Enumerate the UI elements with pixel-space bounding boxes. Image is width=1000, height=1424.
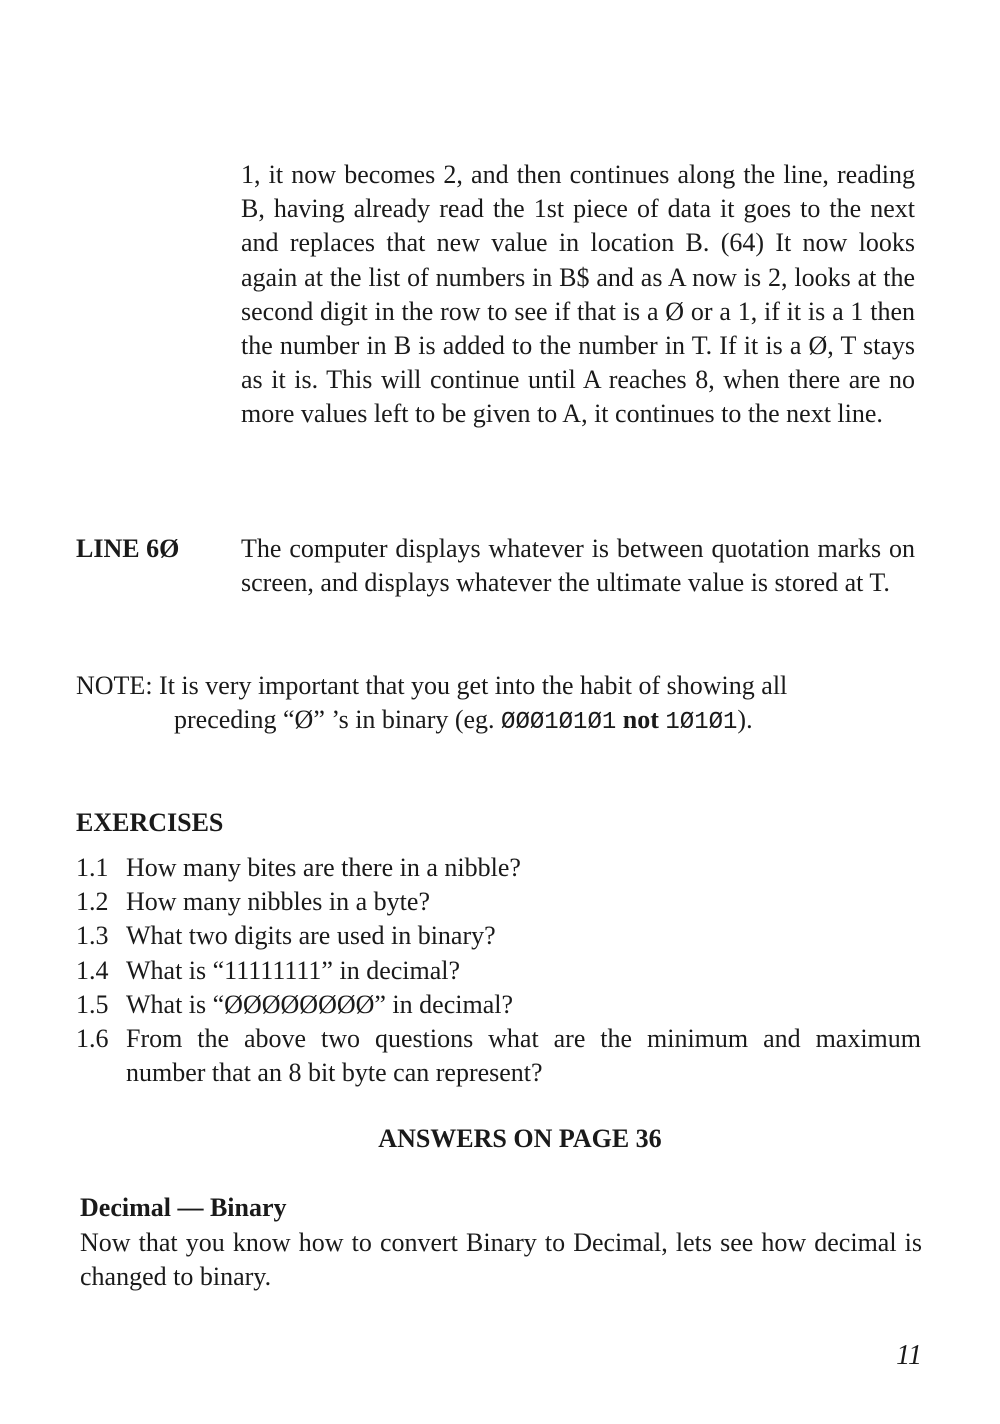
exercise-text: From the above two questions what are the minimum and maximum number that an 8 bit byte can represent?	[126, 1024, 921, 1088]
exercise-text: What two digits are used in binary?	[126, 921, 496, 951]
exercise-item	[76, 919, 921, 953]
note-cont-start: preceding “Ø” ’s in binary (eg.	[174, 705, 495, 735]
answers-reference: ANSWERS ON PAGE 36	[378, 1124, 662, 1153]
exercise-number: 1.4	[76, 955, 109, 985]
intro-paragraph: 1, it now becomes 2, and then continues along the line, reading B, having already read the 1st piece of data it goes to the next and replaces that new value in location B. (64) It now looks again at the list of numbers in B$ and as A now is 2, looks at the second digit in the row to see if that is a Ø or a 1, if it is a 1 then the number in B is added to the number in T. If it is a Ø, T stays as it is. This will continue until A reaches 8, when there are no more values left to be given to A, it continues to the next line.	[241, 160, 915, 429]
decimal-binary-paragraph: Now that you know how to convert Binary to Decimal, lets see how decimal is changed to binary.	[80, 1228, 922, 1292]
exercise-item	[76, 1022, 921, 1090]
note-cont-end: ).	[737, 705, 753, 735]
exercise-item	[76, 954, 921, 988]
exercise-item	[76, 885, 921, 919]
exercise-item	[76, 988, 921, 1022]
not-word: not	[622, 705, 659, 735]
exercise-number: 1.1	[76, 853, 109, 882]
note-continuation	[76, 703, 921, 740]
line-60-description: The computer displays whatever is between quotation marks on screen, and displays whatever the ultimate value is stored at T.	[241, 534, 915, 598]
exercise-list	[76, 851, 921, 1090]
line-60-label: LINE 6Ø	[76, 534, 180, 563]
exercise-text: What is “11111111” in decimal?	[126, 955, 461, 985]
exercise-text: How many nibbles in a byte?	[126, 887, 430, 917]
exercise-number: 1.6	[76, 1024, 109, 1054]
exercise-number: 1.3	[76, 921, 109, 951]
page-number: 11	[896, 1340, 922, 1371]
exercise-number: 1.5	[76, 989, 109, 1019]
binary-example-bad: 1Ø1Ø1	[665, 709, 738, 737]
exercise-text: How many bites are there in a nibble?	[126, 853, 521, 882]
exercise-text: What is “ØØØØØØØØ” in decimal?	[126, 989, 513, 1019]
exercises-heading: EXERCISES	[76, 808, 224, 837]
exercise-number: 1.2	[76, 887, 109, 917]
note-lead: NOTE: It is very important that you get into the habit of showing all	[76, 671, 788, 700]
binary-example-good: ØØØ1Ø1Ø1	[501, 709, 617, 737]
exercise-item	[76, 851, 921, 885]
decimal-binary-heading: Decimal — Binary	[80, 1193, 287, 1222]
note-block	[76, 669, 921, 740]
